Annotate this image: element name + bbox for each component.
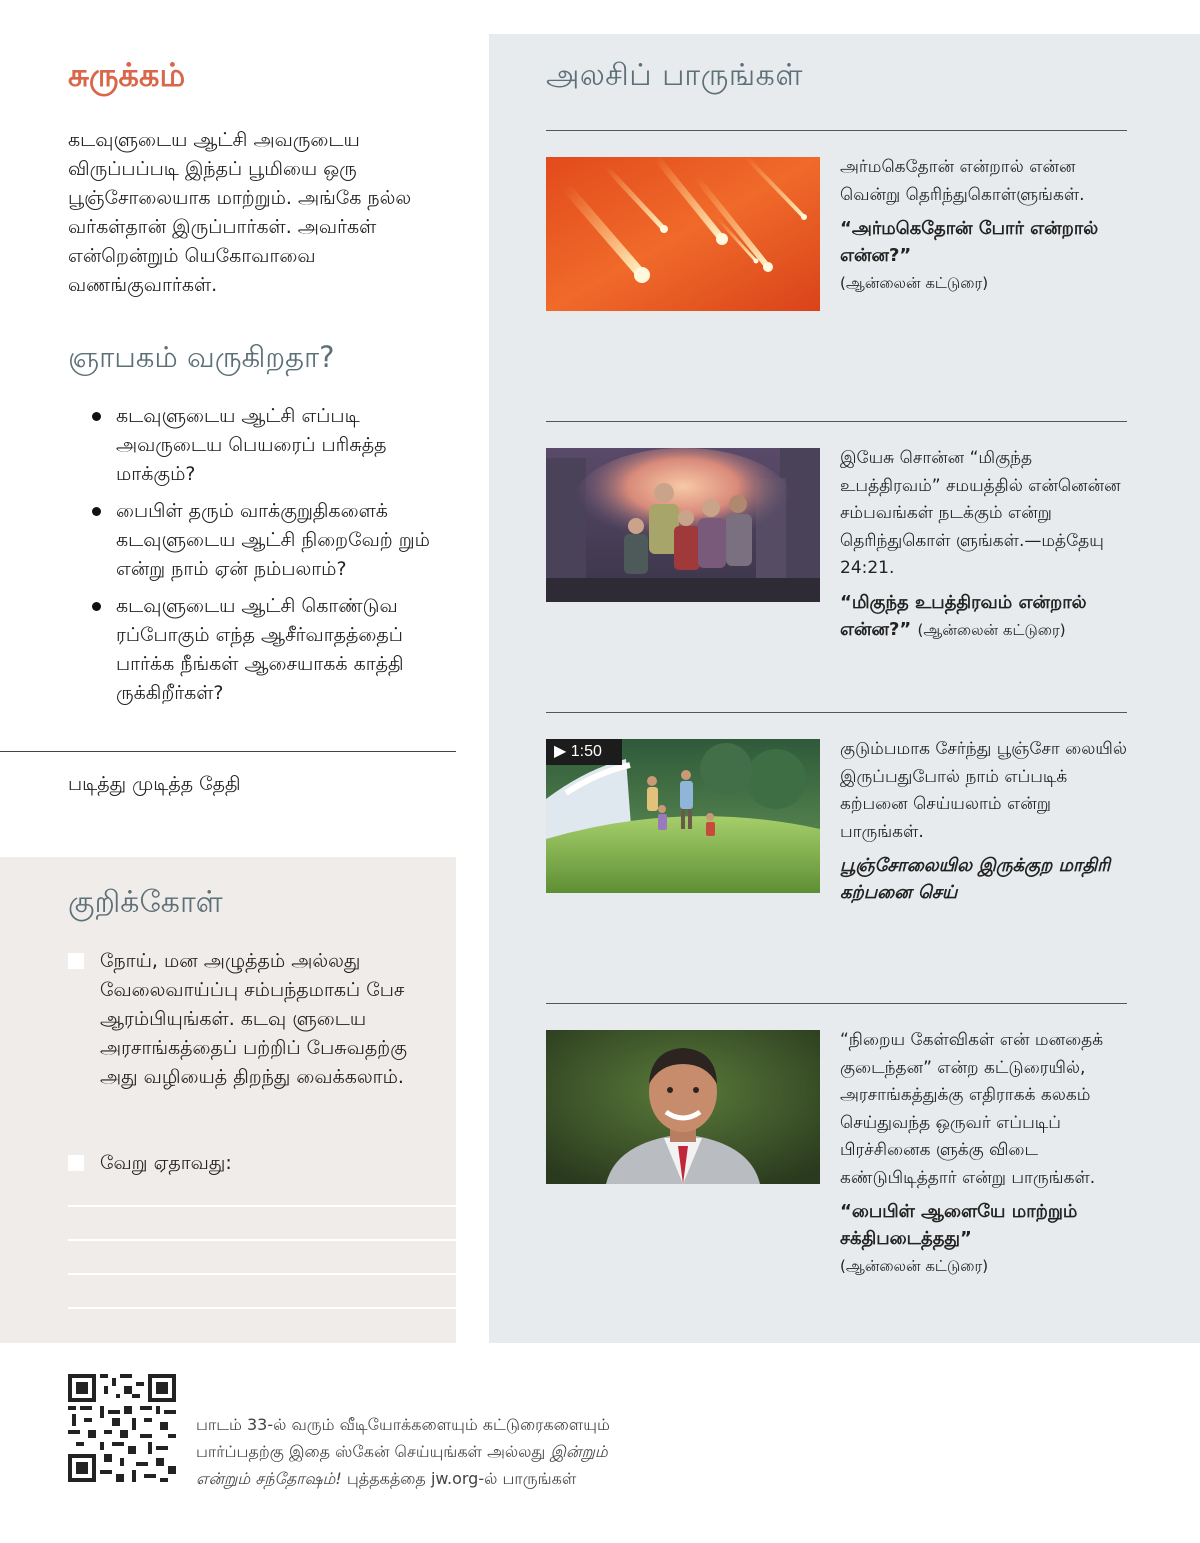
explore-item-text: இயேசு சொன்ன “மிகுந்த உபத்திரவம்” சமயத்தில் என்னென்ன சம்பவங்கள் நடக்கும் என்று தெரிந்துகொள் ளுங்கள்.—மத்தேயு 24:21. — [840, 448, 1121, 578]
summary-text: கடவுளுடைய ஆட்சி அவருடைய விருப்பப்படி இந்தப் பூமியை ஒரு பூஞ்சோலையாக மாற்றும். அங்கே நல்ல வர்கள்தான் இருப்பார்கள். அவர்கள் என்றென்றும் யெகோவாவை வணங்குவார்கள். — [68, 129, 412, 296]
summary-title: சுருக்கம் — [68, 56, 186, 94]
explore-title: அலசிப் பாருங்கள் — [546, 58, 803, 93]
video-link[interactable]: பூஞ்சோலையில இருக்குற மாதிரி கற்பனை செய் — [840, 855, 1111, 903]
divider — [0, 751, 456, 752]
source-label: (ஆன்லைன் கட்டுரை) — [840, 1257, 989, 1275]
list-item: கடவுளுடைய ஆட்சி கொண்டுவ ரப்போகும் எந்த ஆசீர்வாதத்தைப் பார்க்க நீங்கள் ஆசையாகக் காத்தி ருக்கிறீர்கள்? — [90, 592, 450, 708]
goal-text: நோய், மன அழுத்தம் அல்லது வேலைவாய்ப்பு சம்பந்தமாகப் பேச ஆரம்பியுங்கள். கடவு ளுடைய அரசாங்கத்தைப் பற்றிப் பேசுவதற்கு அது வழியைத் திறந்து வைக்கலாம். — [100, 950, 407, 1088]
qr-code-icon[interactable] — [68, 1374, 176, 1482]
bullet-icon — [92, 507, 101, 516]
explore-item — [840, 1027, 1130, 1280]
list-item: கடவுளுடைய ஆட்சி எப்படி அவருடைய பெயரைப் பரிசுத்த மாக்கும்? — [90, 402, 450, 489]
checkbox[interactable] — [68, 953, 84, 969]
goal-panel — [0, 857, 456, 1343]
man-portrait-image[interactable] — [546, 1030, 820, 1184]
writing-line[interactable] — [68, 1239, 456, 1241]
explore-item — [840, 445, 1130, 644]
explore-panel — [489, 34, 1200, 1343]
article-link[interactable]: “அர்மகெதோன் போர் என்றால் என்ன?” (ஆன்லைன் கட்டுரை) — [840, 218, 1099, 292]
family-city-image[interactable] — [546, 448, 820, 602]
video-duration-badge[interactable]: ▶ 1:50 — [546, 739, 622, 765]
recall-list — [90, 402, 450, 716]
bullet-icon — [92, 602, 101, 611]
meteors-image[interactable] — [546, 157, 820, 311]
writing-line[interactable] — [68, 1307, 456, 1309]
source-label: (ஆன்லைன் கட்டுரை) — [840, 274, 989, 292]
article-link[interactable]: “மிகுந்த உபத்திரவம் என்றால் என்ன?” (ஆன்லைன் கட்டுரை) — [840, 591, 1087, 640]
goal-checkbox-item[interactable] — [68, 947, 428, 1092]
goal-title: குறிக்கோள் — [68, 885, 223, 920]
bullet-icon — [92, 412, 101, 421]
explore-item-text: குடும்பமாக சேர்ந்து பூஞ்சோ லையில் இருப்பதுபோல் நாம் எப்படிக் கற்பனை செய்யலாம் என்று பாருங்கள். — [840, 739, 1127, 842]
goal-text: வேறு ஏதாவது: — [100, 1152, 232, 1174]
writing-line[interactable] — [68, 1273, 456, 1275]
goal-checkbox-item[interactable] — [68, 1149, 428, 1178]
paradise-video[interactable] — [546, 739, 820, 893]
explore-item-text: “நிறைய கேள்விகள் என் மனதைக் குடைந்தன” என்ற கட்டுரையில், அரசாங்கத்துக்கு எதிராகக் கலகம் செய்துவந்த ஒருவர் எப்படிப் பிரச்சினைக ளுக்கு விடை கண்டுபிடித்தார் என்று பாருங்கள். — [840, 1030, 1104, 1188]
divider — [546, 421, 1127, 422]
source-label: (ஆன்லைன் கட்டுரை) — [917, 620, 1066, 639]
divider — [546, 1003, 1127, 1004]
article-link[interactable]: “பைபிள் ஆளையே மாற்றும் சக்திபடைத்தது” (ஆன்லைன் கட்டுரை) — [840, 1201, 1078, 1275]
divider — [546, 712, 1127, 713]
recall-title: ஞாபகம் வருகிறதா? — [68, 340, 335, 374]
explore-item-text: அர்மகெதோன் என்றால் என்ன வென்று தெரிந்துகொள்ளுங்கள். — [840, 157, 1085, 205]
play-icon[interactable]: ▶ — [554, 743, 567, 760]
checkbox[interactable] — [68, 1155, 84, 1171]
footer-note: பாடம் 33-ல் வரும் வீடியோக்களையும் கட்டுரைகளையும் பார்ப்பதற்கு இதை ஸ்கேன் செய்யுங்கள் அல்லது இன்றும் என்றும் சந்தோஷம்! புத்தகத்தை jw.org-ல் பாருங்கள் — [196, 1415, 610, 1488]
divider — [546, 130, 1127, 131]
list-item: பைபிள் தரும் வாக்குறுதிகளைக் கடவுளுடைய ஆட்சி நிறைவேற் றும் என்று நாம் ஏன் நம்பலாம்? — [90, 497, 450, 584]
writing-line[interactable] — [68, 1205, 456, 1207]
date-completed-label: படித்து முடித்த தேதி — [68, 773, 241, 795]
explore-item — [840, 154, 1130, 297]
explore-item — [840, 736, 1130, 906]
